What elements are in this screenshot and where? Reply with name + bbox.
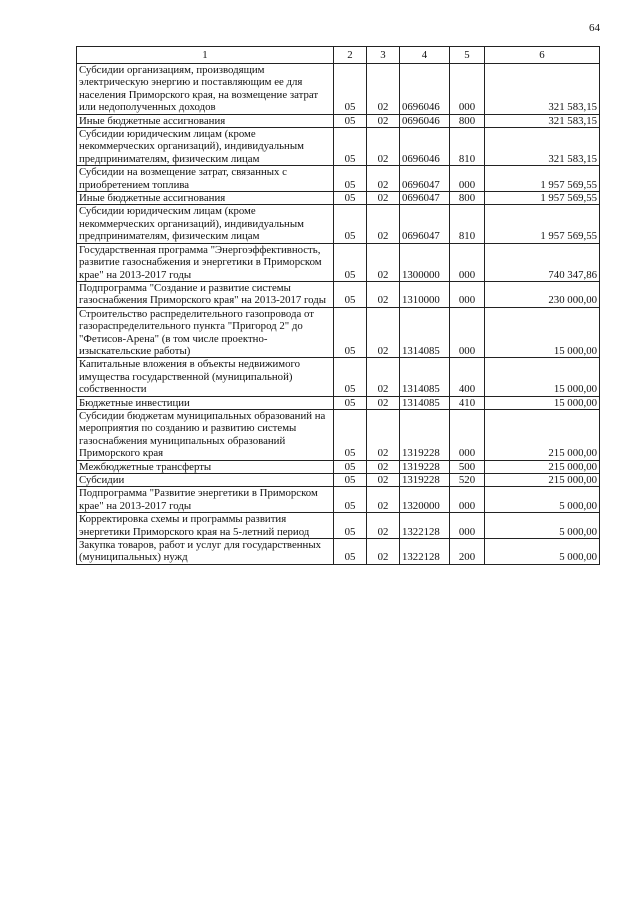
table-row (77, 243, 600, 281)
cell-target-code: 0696047 (400, 166, 450, 192)
cell-target-code: 1319228 (400, 409, 450, 460)
cell-name: Субсидии (77, 474, 334, 487)
cell-amount: 321 583,15 (485, 64, 600, 115)
cell-section: 05 (334, 64, 367, 115)
cell-subsection: 02 (367, 166, 400, 192)
cell-name: Субсидии юридическим лицам (кроме некоммерческих организаций), индивидуальным предпринимателям, физическим лицам (77, 128, 334, 166)
cell-amount: 15 000,00 (485, 396, 600, 409)
cell-expense-type: 800 (450, 192, 485, 205)
cell-expense-type: 500 (450, 460, 485, 473)
col-header: 4 (400, 47, 450, 64)
cell-amount: 5 000,00 (485, 513, 600, 539)
cell-section: 05 (334, 460, 367, 473)
cell-name: Субсидии юридическим лицам (кроме некоммерческих организаций), индивидуальным предпринимателям, физическим лицам (77, 205, 334, 243)
cell-section: 05 (334, 205, 367, 243)
cell-amount: 1 957 569,55 (485, 205, 600, 243)
cell-subsection: 02 (367, 474, 400, 487)
cell-name: Иные бюджетные ассигнования (77, 114, 334, 127)
cell-subsection: 02 (367, 281, 400, 307)
cell-target-code: 1322128 (400, 539, 450, 565)
cell-section: 05 (334, 474, 367, 487)
cell-name: Государственная программа "Энергоэффективность, развитие газоснабжения и энергетики в Приморском крае" на 2013-2017 годы (77, 243, 334, 281)
table-row (77, 64, 600, 115)
table-row (77, 474, 600, 487)
cell-section: 05 (334, 166, 367, 192)
cell-section: 05 (334, 128, 367, 166)
cell-name: Подпрограмма "Создание и развитие системы газоснабжения Приморского края" на 2013-2017 годы (77, 281, 334, 307)
page-number: 64 (589, 22, 600, 34)
cell-amount: 15 000,00 (485, 358, 600, 396)
budget-table (76, 46, 600, 565)
cell-name: Подпрограмма "Развитие энергетики в Приморском крае" на 2013-2017 годы (77, 487, 334, 513)
cell-expense-type: 000 (450, 307, 485, 358)
cell-target-code: 1314085 (400, 358, 450, 396)
cell-subsection: 02 (367, 64, 400, 115)
cell-expense-type: 000 (450, 166, 485, 192)
table-row (77, 114, 600, 127)
cell-name: Бюджетные инвестиции (77, 396, 334, 409)
cell-expense-type: 000 (450, 487, 485, 513)
cell-subsection: 02 (367, 513, 400, 539)
cell-amount: 321 583,15 (485, 128, 600, 166)
cell-name: Субсидии бюджетам муниципальных образований на мероприятия по созданию и развитию системы газоснабжения муниципальных образований Приморского края (77, 409, 334, 460)
cell-section: 05 (334, 192, 367, 205)
cell-subsection: 02 (367, 358, 400, 396)
col-header: 2 (334, 47, 367, 64)
cell-subsection: 02 (367, 409, 400, 460)
table-row (77, 396, 600, 409)
cell-subsection: 02 (367, 243, 400, 281)
table-row (77, 192, 600, 205)
cell-name: Субсидии на возмещение затрат, связанных с приобретением топлива (77, 166, 334, 192)
cell-expense-type: 000 (450, 513, 485, 539)
cell-expense-type: 000 (450, 64, 485, 115)
cell-expense-type: 800 (450, 114, 485, 127)
cell-target-code: 0696047 (400, 192, 450, 205)
table-row (77, 460, 600, 473)
col-header: 5 (450, 47, 485, 64)
cell-target-code: 1300000 (400, 243, 450, 281)
cell-target-code: 1319228 (400, 460, 450, 473)
cell-expense-type: 810 (450, 128, 485, 166)
cell-amount: 215 000,00 (485, 409, 600, 460)
cell-target-code: 1320000 (400, 487, 450, 513)
cell-expense-type: 810 (450, 205, 485, 243)
header-row (77, 47, 600, 64)
cell-section: 05 (334, 358, 367, 396)
table-body (77, 64, 600, 565)
cell-name: Корректировка схемы и программы развития энергетики Приморского края на 5-летний период (77, 513, 334, 539)
cell-section: 05 (334, 487, 367, 513)
cell-subsection: 02 (367, 487, 400, 513)
cell-target-code: 0696046 (400, 114, 450, 127)
cell-name: Межбюджетные трансферты (77, 460, 334, 473)
cell-name: Закупка товаров, работ и услуг для государственных (муниципальных) нужд (77, 539, 334, 565)
cell-name: Капитальные вложения в объекты недвижимого имущества государственной (муниципальной) собственности (77, 358, 334, 396)
cell-expense-type: 520 (450, 474, 485, 487)
cell-subsection: 02 (367, 192, 400, 205)
cell-target-code: 1314085 (400, 307, 450, 358)
cell-target-code: 1310000 (400, 281, 450, 307)
cell-expense-type: 200 (450, 539, 485, 565)
table-row (77, 166, 600, 192)
cell-expense-type: 410 (450, 396, 485, 409)
cell-subsection: 02 (367, 460, 400, 473)
cell-subsection: 02 (367, 128, 400, 166)
cell-section: 05 (334, 409, 367, 460)
cell-name: Субсидии организациям, производящим электрическую энергию и поставляющим ее для населения Приморского края, на возмещение затрат или недополученных доходов (77, 64, 334, 115)
table-row (77, 281, 600, 307)
table-row (77, 513, 600, 539)
cell-expense-type: 000 (450, 243, 485, 281)
table-row (77, 409, 600, 460)
cell-expense-type: 000 (450, 281, 485, 307)
cell-amount: 230 000,00 (485, 281, 600, 307)
table-row (77, 205, 600, 243)
col-header: 6 (485, 47, 600, 64)
table-row (77, 358, 600, 396)
col-header: 3 (367, 47, 400, 64)
cell-subsection: 02 (367, 205, 400, 243)
cell-amount: 5 000,00 (485, 539, 600, 565)
cell-amount: 321 583,15 (485, 114, 600, 127)
cell-section: 05 (334, 281, 367, 307)
cell-amount: 215 000,00 (485, 460, 600, 473)
cell-subsection: 02 (367, 307, 400, 358)
cell-section: 05 (334, 114, 367, 127)
table-row (77, 307, 600, 358)
cell-expense-type: 000 (450, 409, 485, 460)
cell-target-code: 0696047 (400, 205, 450, 243)
cell-section: 05 (334, 513, 367, 539)
cell-section: 05 (334, 396, 367, 409)
cell-target-code: 0696046 (400, 64, 450, 115)
cell-expense-type: 400 (450, 358, 485, 396)
cell-amount: 15 000,00 (485, 307, 600, 358)
cell-section: 05 (334, 307, 367, 358)
cell-name: Иные бюджетные ассигнования (77, 192, 334, 205)
table-row (77, 539, 600, 565)
cell-section: 05 (334, 243, 367, 281)
cell-amount: 5 000,00 (485, 487, 600, 513)
cell-section: 05 (334, 539, 367, 565)
cell-amount: 1 957 569,55 (485, 192, 600, 205)
cell-subsection: 02 (367, 539, 400, 565)
cell-target-code: 1314085 (400, 396, 450, 409)
cell-target-code: 1319228 (400, 474, 450, 487)
cell-amount: 215 000,00 (485, 474, 600, 487)
cell-subsection: 02 (367, 396, 400, 409)
table-row (77, 487, 600, 513)
cell-amount: 740 347,86 (485, 243, 600, 281)
cell-target-code: 1322128 (400, 513, 450, 539)
cell-amount: 1 957 569,55 (485, 166, 600, 192)
cell-name: Строительство распределительного газопровода от газораспределительного пункта "Пригород 2" до "Фетисов-Арена" (в том числе проектно-изыскательские работы) (77, 307, 334, 358)
cell-subsection: 02 (367, 114, 400, 127)
cell-target-code: 0696046 (400, 128, 450, 166)
table-row (77, 128, 600, 166)
col-header: 1 (77, 47, 334, 64)
